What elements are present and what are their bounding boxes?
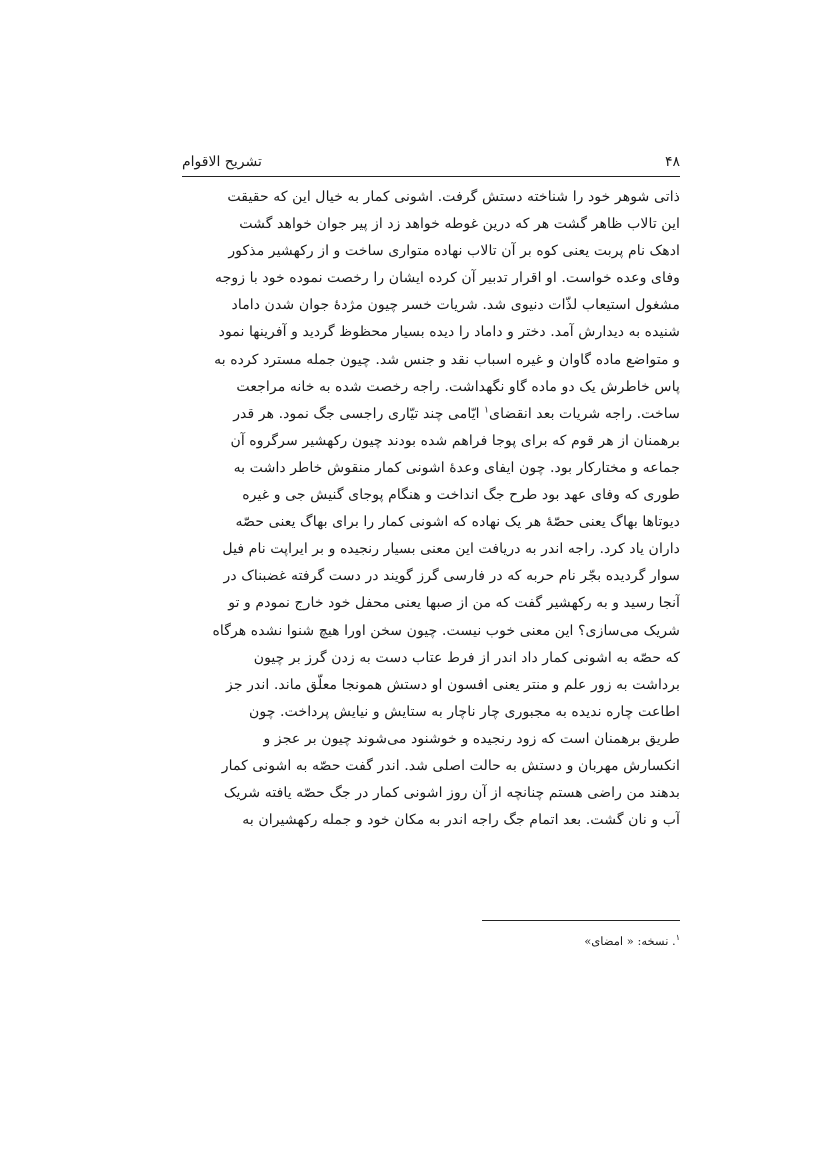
footnote-number: ۱ <box>675 933 680 942</box>
footnote <box>584 933 680 948</box>
text-line: دیوتاها بهاگ یعنی حصّهٔ هر یک نهاده که اشونی کمار را برای بهاگ یعنی حصّه <box>235 514 680 531</box>
text-line: طریق برهمنان است که زود رنجیده و خوشنود می‌شوند چیون بر عجز و <box>263 730 680 747</box>
text-line-with-footnote <box>182 401 680 428</box>
text-line: مشغول استیعاب لذّات دنیوی شد. شریات خسر چیون مژدهٔ جوان شدن داماد <box>231 297 680 314</box>
text-line: سوار گردیده بجّر نام حربه که در فارسی گرز گویند در دست گرفته غضبناک در <box>223 568 680 585</box>
text-line: بدهند من راضی هستم چنانچه از آن روز اشونی کمار در جگ حصّه یافته شریک <box>223 785 680 802</box>
text-line: برداشت به زور علم و منتر یعنی افسون او دستش همونجا معلّق ماند. اندر جز <box>226 676 680 693</box>
text-line: طوری که وفای عهد بود طرح جگ انداخت و هنگام پوجای گنیش جی و غیره <box>242 487 680 504</box>
footnote-marker: ۱ <box>484 405 489 416</box>
text-line: وفای وعده خواست. او اقرار تدبیر آن کرده ایشان را رخصت نموده خود با زوجه <box>215 270 680 287</box>
text-line: جماعه و مختارکار بود. چون ایفای وعدهٔ اشونی کمار منقوش خاطر داشت به <box>233 459 680 476</box>
footnote-text: . نسخه: « امضای» <box>584 933 676 948</box>
header-rule <box>182 176 680 177</box>
text-segment: ایّامی چند تیّاری راجسی جگ نمود. هر قدر <box>233 405 480 422</box>
text-segment: ساخت. راجه شریات بعد انقضای <box>488 405 680 422</box>
page-header <box>182 151 680 173</box>
text-line: که حصّه به اشونی کمار داد اندر از فرط عتاب دست به زدن گرز بر چیون <box>253 649 680 666</box>
running-title: تشریح الاقوام <box>182 154 262 170</box>
text-line: اطاعت چاره ندیده به مجبوری چار ناچار به ستایش و نیایش پرداخت. چون <box>248 703 680 720</box>
text-line: انکسارش مهربان و دستش به حالت اصلی شد. اندر گفت حصّه به اشونی کمار <box>221 757 680 774</box>
text-line: این تالاب ظاهر گشت هر که درین غوطه خواهد زد از پیر جوان خواهد گشت <box>239 216 680 233</box>
text-line: شریک می‌سازی؟ این معنی خوب نیست. چیون سخن اورا هیچ شنوا نشده هرگاه <box>212 622 680 639</box>
text-line: ادهک نام پربت یعنی کوه بر آن تالاب نهاده متواری ساخت و از رکهشیر مذکور <box>228 243 680 260</box>
text-line: آب و نان گشت. بعد اتمام جگ راجه اندر به مکان خود و جمله رکهشیران به <box>242 812 680 829</box>
text-line: و متواضع ماده گاوان و غیره اسباب نقد و جنس شد. چیون جمله مسترد کرده به <box>214 351 680 368</box>
body-text <box>182 184 680 834</box>
page-number: ۴۸ <box>664 154 680 170</box>
text-line: شنیده به دیدارش آمد. دختر و داماد را دیده بسیار محظوظ گردید و آفرینها نمود <box>218 324 680 341</box>
text-line: داران یاد کرد. راجه اندر به دریافت این معنی بسیار رنجیده و بر ایراپت نام فیل <box>222 541 680 558</box>
text-line: ذاتی شوهر خود را شناخته دستش گرفت. اشونی کمار به خیال این که حقیقت <box>227 189 680 205</box>
text-line: آنجا رسید و به رکهشیر گفت که من از صبها یعنی محفل خود خارج نمودم و تو <box>228 595 680 612</box>
footnote-rule <box>482 920 680 921</box>
text-line: برهمنان از هر قوم که برای پوجا فراهم شده بودند چیون رکهشیر سرگروه آن <box>230 432 680 449</box>
text-line: پاس خاطرش یک دو ماده گاو نگهداشت. راجه رخصت شده به خانه مراجعت <box>236 378 680 395</box>
